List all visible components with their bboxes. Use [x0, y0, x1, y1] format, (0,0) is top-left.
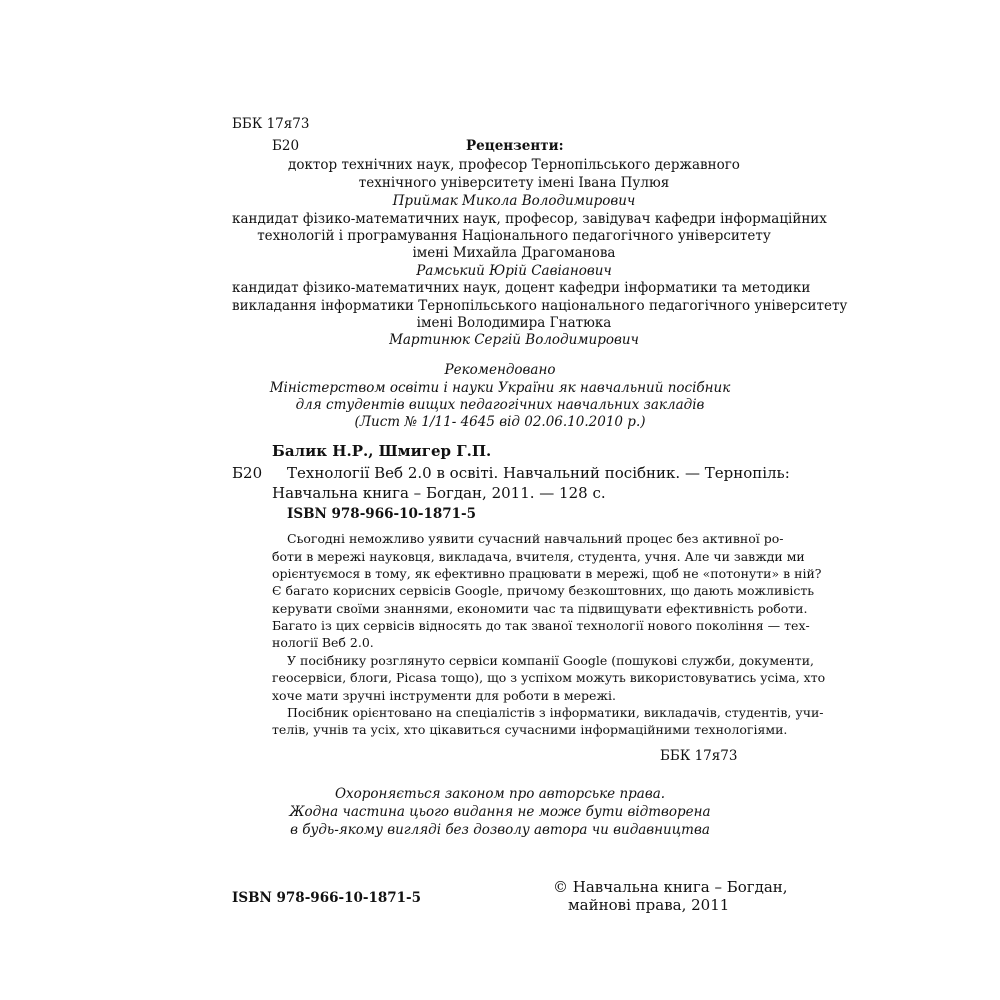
- reviewer-2-name: Рамський Юрій Савіанович: [416, 263, 612, 279]
- abstract-p1-line-6: Багато із цих сервісів відносять до так званої технології нового покоління — тех-: [272, 618, 810, 633]
- footer-copyright-line-2: майнові права, 2011: [568, 896, 730, 914]
- reviewer-3-line-2: викладання інформатики Тернопільського національного педагогічного університету: [232, 298, 848, 314]
- reviewer-2-line-3: імені Михайла Драгоманова: [412, 245, 616, 261]
- recommendation-line-4: (Лист № 1/11- 4645 від 02.06.10.2010 р.): [354, 414, 646, 430]
- reviewer-2-line-1: кандидат фізико-математичних наук, професор, завідувач кафедри інформаційних: [232, 211, 827, 227]
- abstract-p1-line-1: Сьогодні неможливо уявити сучасний навчальний процес без активної ро-: [287, 531, 784, 546]
- copyright-notice-line-3: в будь-якому вигляді без дозволу автора чи видавництва: [290, 822, 710, 838]
- copyright-notice-line-1: Охороняється законом про авторське права.: [334, 786, 666, 802]
- catalog-code: Б20: [232, 464, 263, 482]
- catalog-title-line: Технології Веб 2.0 в освіті. Навчальний посібник. — Тернопіль:: [287, 464, 790, 482]
- abstract-p3-line-1: Посібник орієнтовано на спеціалістів з інформатики, викладачів, студентів, учи-: [287, 705, 824, 720]
- footer-isbn: ISBN 978-966-10-1871-5: [232, 890, 422, 906]
- abstract-p1-line-4: Є багато корисних сервісів Google, причому безкоштовних, що дають можливість: [272, 583, 815, 598]
- reviewer-3-line-3: імені Володимира Гнатюка: [416, 315, 612, 331]
- abstract-p3-line-2: телів, учнів та усіх, хто цікавиться сучасними інформаційними технологіями.: [272, 722, 788, 737]
- catalog-isbn: ISBN 978-966-10-1871-5: [287, 506, 477, 522]
- catalog-authors: Балик Н.Р., Шмигер Г.П.: [272, 442, 492, 460]
- catalog-publisher-line: Навчальна книга – Богдан, 2011. — 128 с.: [272, 484, 606, 502]
- abstract-p1-line-7: нології Веб 2.0.: [272, 635, 374, 650]
- abstract-p1-line-3: орієнтуємося в тому, як ефективно працювати в мережі, щоб не «потонути» в ній?: [272, 566, 822, 581]
- reviewer-1-line-2: технічного університету імені Івана Пулюя: [358, 175, 670, 191]
- reviewer-3-line-1: кандидат фізико-математичних наук, доцент кафедри інформатики та методики: [232, 280, 811, 296]
- recommendation-line-1: Рекомендовано: [444, 362, 556, 378]
- abstract-p1-line-5: керувати своїми знаннями, економити час та підвищувати ефективність роботи.: [272, 601, 808, 616]
- reviewers-heading: Рецензенти:: [466, 138, 564, 154]
- reviewer-1-line-1: доктор технічних наук, професор Тернопільського державного: [288, 157, 740, 173]
- copyright-notice-line-2: Жодна частина цього видання не може бути відтворена: [289, 804, 711, 820]
- bbk-code-top: ББК 17я73: [232, 116, 310, 132]
- abstract-p1-line-2: боти в мережі науковця, викладача, вчителя, студента, учня. Але чи завжди ми: [272, 549, 805, 564]
- abstract-p2-line-2: геосервіси, блоги, Picasa тощо), що з успіхом можуть використовуватись усіма, хто: [272, 670, 826, 685]
- recommendation-line-3: для студентів вищих педагогічних навчальних закладів: [295, 397, 705, 413]
- abstract-p2-line-1: У посібнику розглянуто сервіси компанії Google (пошукові служби, документи,: [287, 653, 815, 668]
- abstract-p2-line-3: хоче мати зручні інструменти для роботи в мережі.: [272, 688, 616, 703]
- reviewer-2-line-2: технологій і програмування Національного педагогічного університету: [257, 228, 771, 244]
- bbk-code-right: ББК 17я73: [660, 748, 738, 764]
- reviewer-1-name: Приймак Микола Володимирович: [392, 193, 636, 209]
- footer-copyright-line-1: © Навчальна книга – Богдан,: [553, 878, 788, 896]
- reviewer-3-name: Мартинюк Сергій Володимирович: [389, 332, 639, 348]
- recommendation-line-2: Міністерством освіти і науки України як навчальний посібник: [269, 380, 731, 396]
- author-mark-top: Б20: [272, 138, 300, 154]
